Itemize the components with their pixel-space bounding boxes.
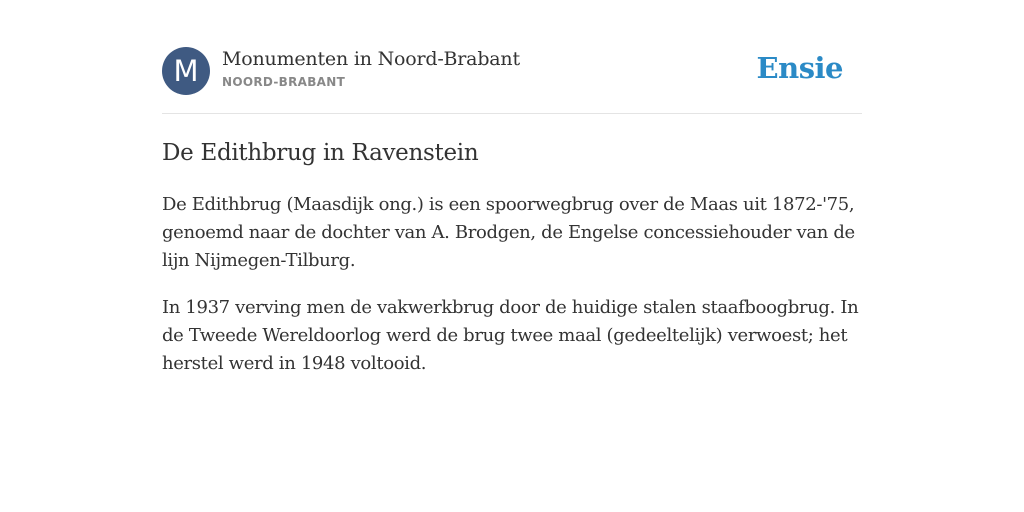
- brand-logo[interactable]: Ensie: [756, 51, 843, 85]
- site-subtitle[interactable]: NOORD-BRABANT: [222, 75, 346, 89]
- article-paragraph: De Edithbrug (Maasdijk ong.) is een spoorwegbrug over de Maas uit 1872-'75, genoemd naar de dochter van A. Brodgen, de Engelse concessiehouder van de lijn Nijmegen-Tilburg.: [162, 194, 855, 271]
- article-title: De Edithbrug in Ravenstein: [162, 140, 479, 166]
- page: [162, 0, 862, 378]
- site-titles: [222, 47, 520, 89]
- header: [162, 47, 862, 114]
- avatar[interactable]: M: [162, 47, 210, 95]
- site-title[interactable]: Monumenten in Noord-Brabant: [222, 48, 520, 70]
- article-paragraph: In 1937 verving men de vakwerkbrug door de huidige stalen staafboogbrug. In de Tweede Wereldoorlog werd de brug twee maal (gedeeltelijk) verwoest; het herstel werd in 1948 voltooid.: [162, 297, 859, 374]
